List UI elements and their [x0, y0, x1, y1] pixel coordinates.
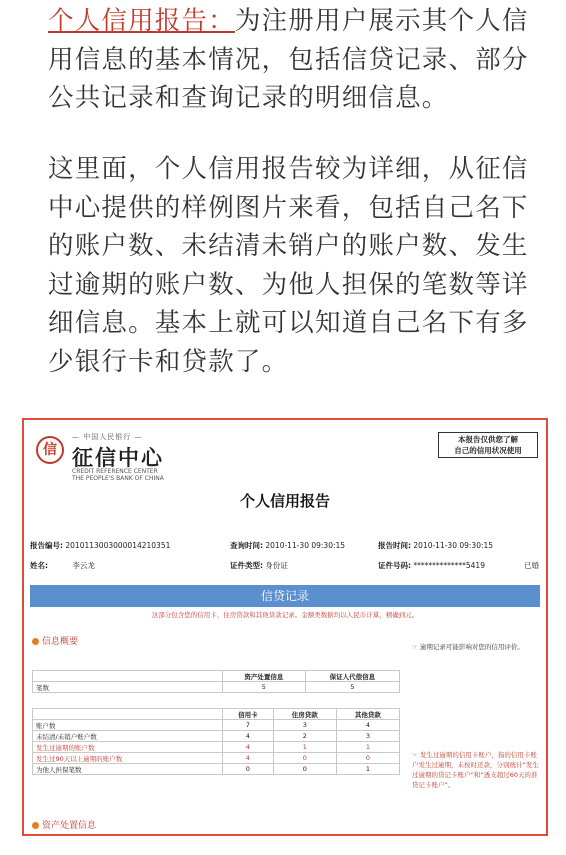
table-header-cell: 其他贷款 — [336, 709, 399, 720]
bullet-icon — [32, 822, 39, 829]
paragraph-title: 个人信用报告： — [48, 6, 235, 36]
query-time — [230, 540, 345, 551]
table-cell: 2 — [273, 731, 336, 742]
org-english-name-1: CREDIT REFERENCE CENTER — [72, 468, 158, 475]
table-cell: 4 — [223, 731, 274, 742]
paragraph-line: 这里面，个人信用报告较为详细，从征信 — [48, 154, 529, 184]
meta-label: 查询时间: — [230, 541, 263, 550]
org-english-name-2: THE PEOPLE'S BANK OF CHINA — [72, 475, 164, 482]
stamp-line: 自己的信用状况使用 — [454, 446, 522, 455]
section-note: 这部分包含您的信用卡、住房贷款和其他贷款记录。金额类数据均以人民币计算，精确到元。 — [151, 611, 419, 619]
table-header-cell: 保证人代偿信息 — [305, 671, 399, 682]
table-cell: 5 — [305, 682, 399, 693]
table-cell: 0 — [273, 764, 336, 775]
table-cell: 1 — [336, 764, 399, 775]
table-header-cell: 住房贷款 — [273, 709, 336, 720]
paragraph-line: 公共记录和查询记录的明细信息。 — [48, 83, 449, 113]
id-type — [230, 560, 288, 571]
paragraph-line: 过逾期的账户数、为他人担保的笔数等详 — [48, 269, 529, 300]
note-text: 发生过逾期的信用卡账户，指的信用卡账户发生过逾期，未按时还款，分别统计“发生过逾期的贷记卡账户”和“透支超过60天的准贷记卡账户”。 — [412, 751, 539, 789]
overdue-definition-note — [412, 750, 540, 790]
meta-value: 2010-11-30 09:30:15 — [265, 541, 346, 550]
row-label: 发生过逾期的账户数 — [33, 742, 223, 753]
table-cell: 3 — [273, 720, 336, 731]
stamp-line: 本报告仅供您了解 — [458, 435, 518, 444]
row-label: 账户数 — [33, 720, 223, 731]
table-header-cell — [33, 709, 223, 720]
asset-summary-table — [32, 670, 400, 693]
row-label: 发生过90天以上逾期的账户数 — [33, 753, 223, 764]
meta-value: 2010-11-30 09:30:15 — [413, 541, 494, 550]
table-cell: 1 — [273, 742, 336, 753]
meta-label: 报告时间: — [378, 541, 411, 550]
table-header-cell — [33, 671, 223, 682]
table-row — [33, 753, 400, 764]
paragraph-line: 中心提供的样例图片来看，包括自己名下 — [48, 192, 529, 223]
paragraph-line: 的账户数、未结清未销户的账户数、发生 — [48, 231, 529, 261]
paragraph-detail — [48, 150, 538, 381]
meta-label: 姓名: — [30, 561, 48, 570]
table-cell: 4 — [223, 742, 274, 753]
usage-stamp — [438, 432, 538, 458]
table-row — [33, 720, 400, 731]
credit-report-image — [22, 418, 548, 836]
bullet-icon — [32, 638, 39, 645]
seal-logo: 信 — [36, 436, 64, 464]
table-cell: 0 — [273, 753, 336, 764]
meta-value: 2010113003000014210351 — [65, 541, 171, 550]
table-cell: 4 — [223, 753, 274, 764]
id-number — [378, 560, 485, 571]
report-title: 个人信用报告 — [239, 492, 330, 510]
heading-text: 信息概要 — [42, 637, 79, 647]
table-row — [33, 731, 400, 742]
table-cell: 0 — [223, 764, 274, 775]
table-cell: 7 — [223, 720, 274, 731]
table-cell: 1 — [336, 742, 399, 753]
paragraph-intro — [48, 2, 538, 118]
org-name: 征信中心 — [72, 445, 164, 470]
table-cell: 0 — [336, 753, 399, 764]
meta-label: 证件号码: — [378, 561, 411, 570]
table-cell: 5 — [223, 682, 306, 693]
account-summary-table — [32, 708, 400, 775]
report-number — [30, 540, 170, 551]
hand-pointer-icon: ☞ — [412, 751, 418, 759]
paragraph-line: 为注册用户展示其个人信 — [234, 6, 529, 36]
table-row — [33, 742, 400, 753]
marital-status: 已婚 — [524, 561, 539, 570]
meta-label: 报告编号: — [30, 541, 63, 550]
paragraph-line: 少银行卡和贷款了。 — [48, 346, 289, 377]
overdue-note — [412, 642, 540, 652]
heading-text: 资产处置信息 — [42, 821, 97, 831]
meta-label: 证件类型: — [230, 561, 263, 570]
table-row — [33, 682, 400, 693]
overview-heading — [32, 634, 78, 647]
meta-value: 李云龙 — [72, 561, 95, 570]
meta-value: **************5419 — [413, 561, 485, 570]
note-text: 逾期记录可能影响对您的信用评价。 — [419, 643, 524, 651]
report-time — [378, 540, 493, 551]
table-cell: 4 — [336, 720, 399, 731]
row-label: 未结清/未销户账户数 — [33, 731, 223, 742]
table-header-cell: 信用卡 — [223, 709, 274, 720]
credit-record-section-bar: 信贷记录 — [30, 585, 540, 607]
paragraph-line: 用信息的基本情况，包括信贷记录、部分 — [48, 44, 529, 75]
person-name — [30, 560, 95, 571]
paragraph-line: 细信息。基本上就可以知道自己名下有多 — [48, 308, 529, 338]
table-header-cell: 资产处置信息 — [223, 671, 306, 682]
row-label: 笔数 — [33, 682, 223, 693]
hand-pointer-icon: ☞ — [412, 643, 418, 651]
row-label: 为他人担保笔数 — [33, 764, 223, 775]
meta-value: 身份证 — [265, 561, 288, 570]
org-top-label: — 中国人民银行 — — [72, 433, 143, 441]
table-cell: 3 — [336, 731, 399, 742]
table-row — [33, 764, 400, 775]
asset-disposal-heading — [32, 818, 96, 831]
